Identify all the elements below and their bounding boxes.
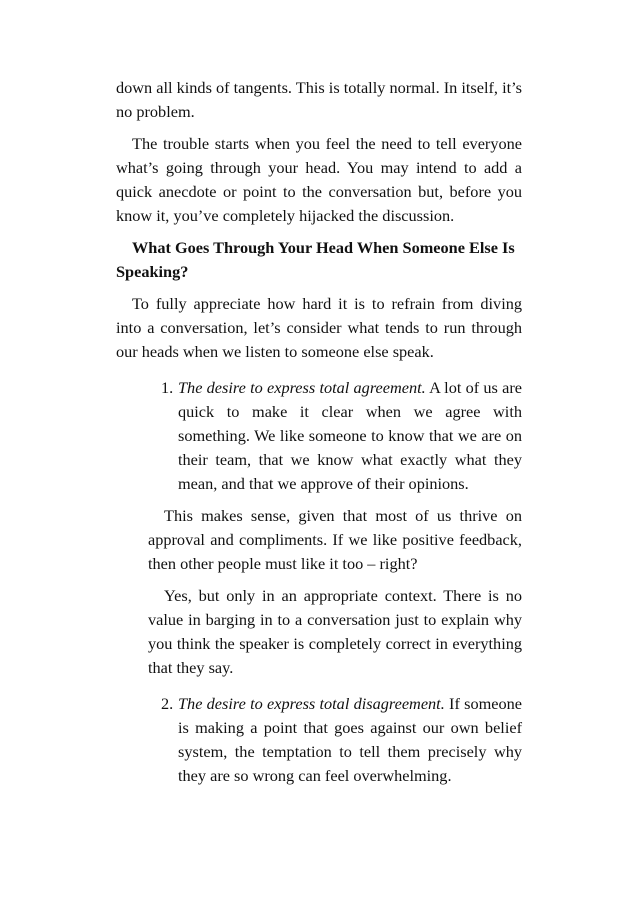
list-item-italic-lead: The desire to express total disagreement. — [178, 694, 445, 713]
paragraph-intro: To fully appreciate how hard it is to refrain from diving into a conversation, let’s consider what tends to run through our heads when we listen to someone else speak. — [116, 294, 522, 361]
list-item-text: A lot of us are quick to make it clear when we agree with something. We like someone to know that we are on their team, that we know what exactly what they mean, and that we approve of their opinions. — [178, 378, 522, 493]
section-heading: What Goes Through Your Head When Someone Else Is Speaking? — [116, 238, 515, 281]
paragraph-trouble: The trouble starts when you feel the need to tell everyone what’s going through your head. You may intend to add a quick anecdote or point to the conversation but, before you know it, you’ve completely hijacked the discussion. — [116, 134, 522, 225]
list-item-italic-lead: The desire to express total agreement. — [178, 378, 426, 397]
list-item-disagreement — [116, 692, 522, 788]
list-number: 2. — [161, 694, 174, 713]
list-item-agreement — [116, 376, 522, 496]
page-body — [116, 76, 522, 796]
paragraph-continuation: down all kinds of tangents. This is totally normal. In itself, it’s no problem. — [116, 78, 522, 121]
list-item-text: If someone is making a point that goes against our own belief system, the temptation to tell them precisely why they are so wrong can feel overwhelming. — [178, 694, 522, 785]
paragraph-approval: This makes sense, given that most of us thrive on approval and compliments. If we like positive feedback, then other people must like it too – right? — [148, 506, 522, 573]
paragraph-context: Yes, but only in an appropriate context. There is no value in barging in to a conversation just to explain why you think the speaker is completely correct in everything that they say. — [148, 586, 522, 677]
list-number: 1. — [161, 378, 174, 397]
